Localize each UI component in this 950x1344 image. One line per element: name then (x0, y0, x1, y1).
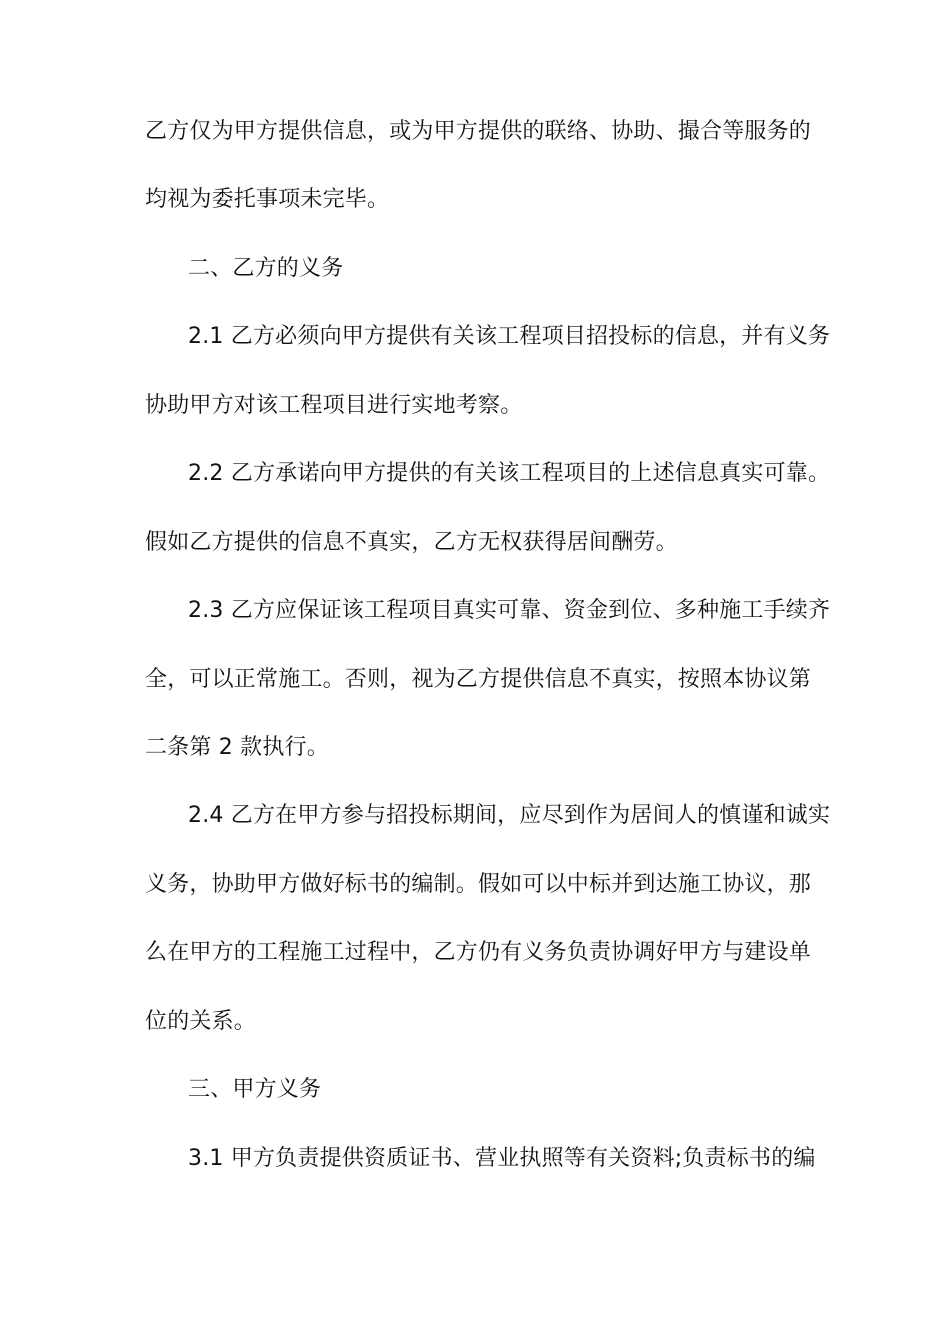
paragraph-line: 2.2 乙方承诺向甲方提供的有关该工程项目的上述信息真实可靠。 (188, 461, 831, 486)
section-heading: 二、乙方的义务 (188, 256, 344, 281)
section-heading: 三、甲方义务 (188, 1077, 322, 1102)
paragraph-line: 协助甲方对该工程项目进行实地考察。 (145, 393, 523, 418)
paragraph-line: 2.3 乙方应保证该工程项目真实可靠、资金到位、多种施工手续齐 (188, 598, 831, 623)
paragraph-line: 位的关系。 (145, 1009, 257, 1034)
paragraph-line: 二条第 2 款执行。 (145, 735, 329, 760)
paragraph-line: 均视为委托事项未完毕。 (145, 187, 390, 212)
paragraph-line: 全，可以正常施工。否则，视为乙方提供信息不真实，按照本协议第 (145, 667, 812, 692)
paragraph-line: 假如乙方提供的信息不真实，乙方无权获得居间酬劳。 (145, 530, 678, 555)
paragraph-line: 么在甲方的工程施工过程中，乙方仍有义务负责协调好甲方与建设单 (145, 940, 812, 965)
paragraph-line: 2.1 乙方必须向甲方提供有关该工程项目招投标的信息，并有义务 (188, 324, 831, 349)
paragraph-line: 乙方仅为甲方提供信息，或为甲方提供的联络、协助、撮合等服务的 (145, 119, 812, 144)
paragraph-line: 3.1 甲方负责提供资质证书、营业执照等有关资料;负责标书的编 (188, 1146, 816, 1171)
paragraph-line: 义务，协助甲方做好标书的编制。假如可以中标并到达施工协议，那 (145, 872, 812, 897)
paragraph-line: 2.4 乙方在甲方参与招投标期间，应尽到作为居间人的慎谨和诚实 (188, 803, 831, 828)
